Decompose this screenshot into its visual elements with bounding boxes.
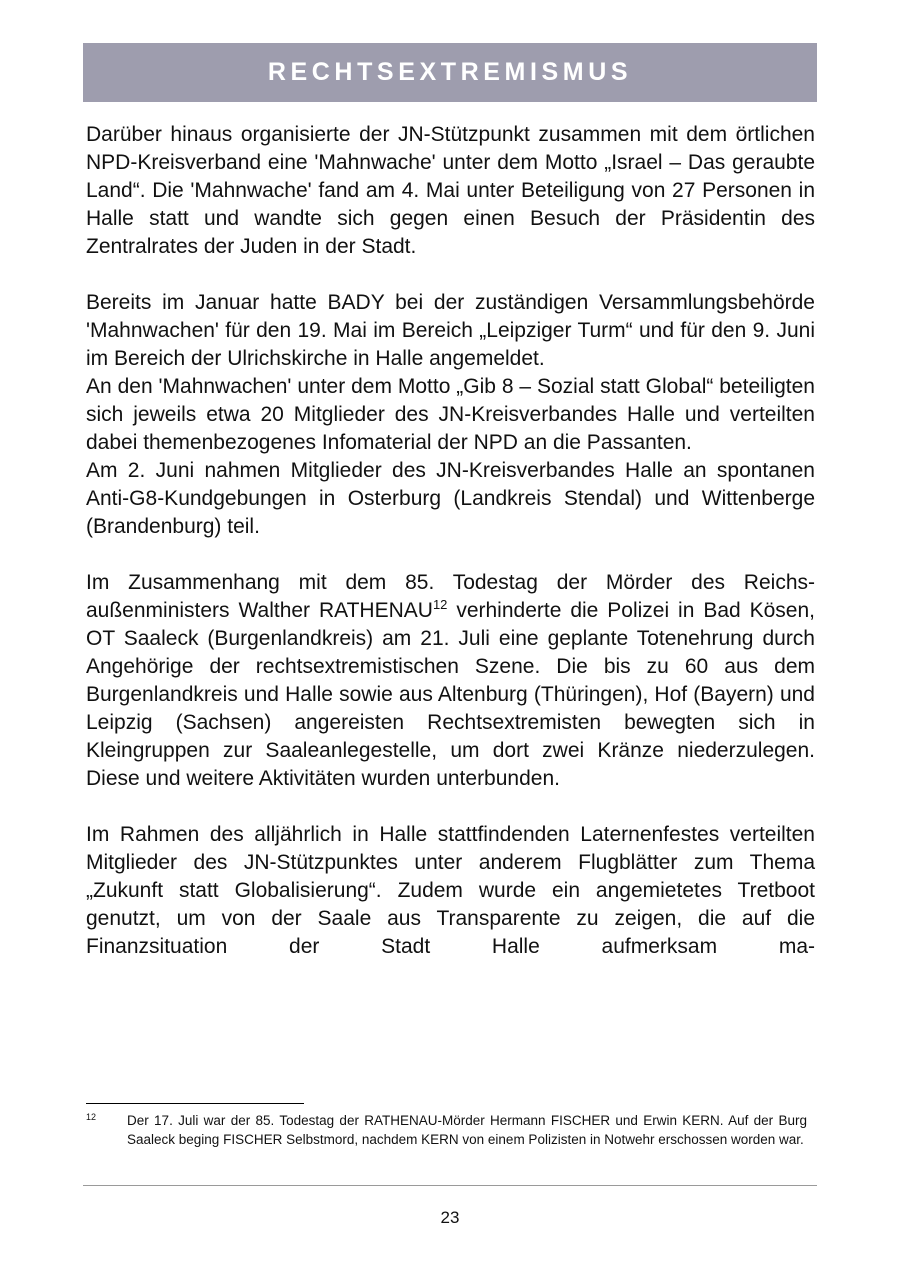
section-header-bar xyxy=(83,43,817,102)
document-body xyxy=(86,121,815,961)
paragraph-laternenfest: Im Rahmen des alljährlich in Halle stattfindenden Laternenfestes verteilten Mitglieder des JN-Stützpunktes unter anderem Flugblätter zum Thema „Zukunft statt Globalisierung“. Zudem wurde ein angemietetes Tretboot genutzt, um von der Saale aus Transparente zu zeigen, die auf die Finanzsituation der Stadt Halle aufmerksam ma- xyxy=(86,823,815,958)
paragraph-rathenau-rest: verhinderte die Polizei in Bad Kösen, OT Saaleck (Burgenlandkreis) am 21. Juli eine geplante Totenehrung durch Angehörige der rechtsextremistischen Szene. Die bis zu 60 aus dem Burgenlandkreis und Halle sowie aus Altenburg (Thüringen), Hof (Bayern) und Leipzig (Sachsen) angereisten Rechtsextremisten bewegten sich in Kleingruppen zur Saaleanlegestelle, um dort zwei Kränze niederzulegen. Diese und weitere Aktivitäten wurden unterbunden. xyxy=(86,599,815,790)
footnote-reference[interactable]: 12 xyxy=(432,597,448,612)
paragraph-rathenau-start: Im Zusammenhang mit dem 85. Todestag der Mörder des Reichsaußenministers Walther RATHENAU xyxy=(86,571,815,622)
footer-divider xyxy=(83,1185,817,1186)
paragraph-gib-8-mahnwachen: An den 'Mahnwachen' unter dem Motto „Gib 8 – Sozial statt Global“ beteiligten sich jeweils etwa 20 Mitglieder des JN-Kreisverbandes Halle und verteilten dabei themenbezogenes Infomaterial der NPD an die Passanten. xyxy=(86,375,815,454)
footnote-separator xyxy=(86,1103,304,1104)
page-number: 23 xyxy=(440,1208,460,1227)
paragraph-mahnwache-israel: Darüber hinaus organisierte der JN-Stützpunkt zusammen mit dem örtlichen NPD-Kreisverband eine 'Mahnwache' unter dem Motto „Israel – Das geraubte Land“. Die 'Mahnwache' fand am 4. Mai unter Beteiligung von 27 Personen in Halle statt und wandte sich gegen einen Besuch der Präsidentin des Zentralrates der Juden in der Stadt. xyxy=(86,123,815,258)
paragraph-anti-g8-kundgebungen: Am 2. Juni nahmen Mitglieder des JN-Kreisverbandes Halle an spontanen Anti-G8-Kundgebungen in Osterburg (Landkreis Stendal) und Wittenberge (Brandenburg) teil. xyxy=(86,459,815,538)
footnote-number: 12 xyxy=(86,1112,97,1122)
section-title: RECHTSEXTREMISMUS xyxy=(267,58,633,86)
footnote xyxy=(86,1111,815,1149)
footnote-text: Der 17. Juli war der 85. Todestag der RATHENAU-Mörder Hermann FISCHER und Erwin KERN. Auf der Burg Saaleck beging FISCHER Selbstmord, nachdem KERN von einem Polizisten in Notwehr erschossen worden war. xyxy=(127,1113,807,1147)
paragraph-bady-anmeldung: Bereits im Januar hatte BADY bei der zuständigen Versammlungsbehörde 'Mahnwachen' für den 19. Mai im Bereich „Leipziger Turm“ und für den 9. Juni im Bereich der Ulrichskirche in Halle angemeldet. xyxy=(86,291,815,370)
paragraph-rathenau-todestag xyxy=(86,569,815,793)
